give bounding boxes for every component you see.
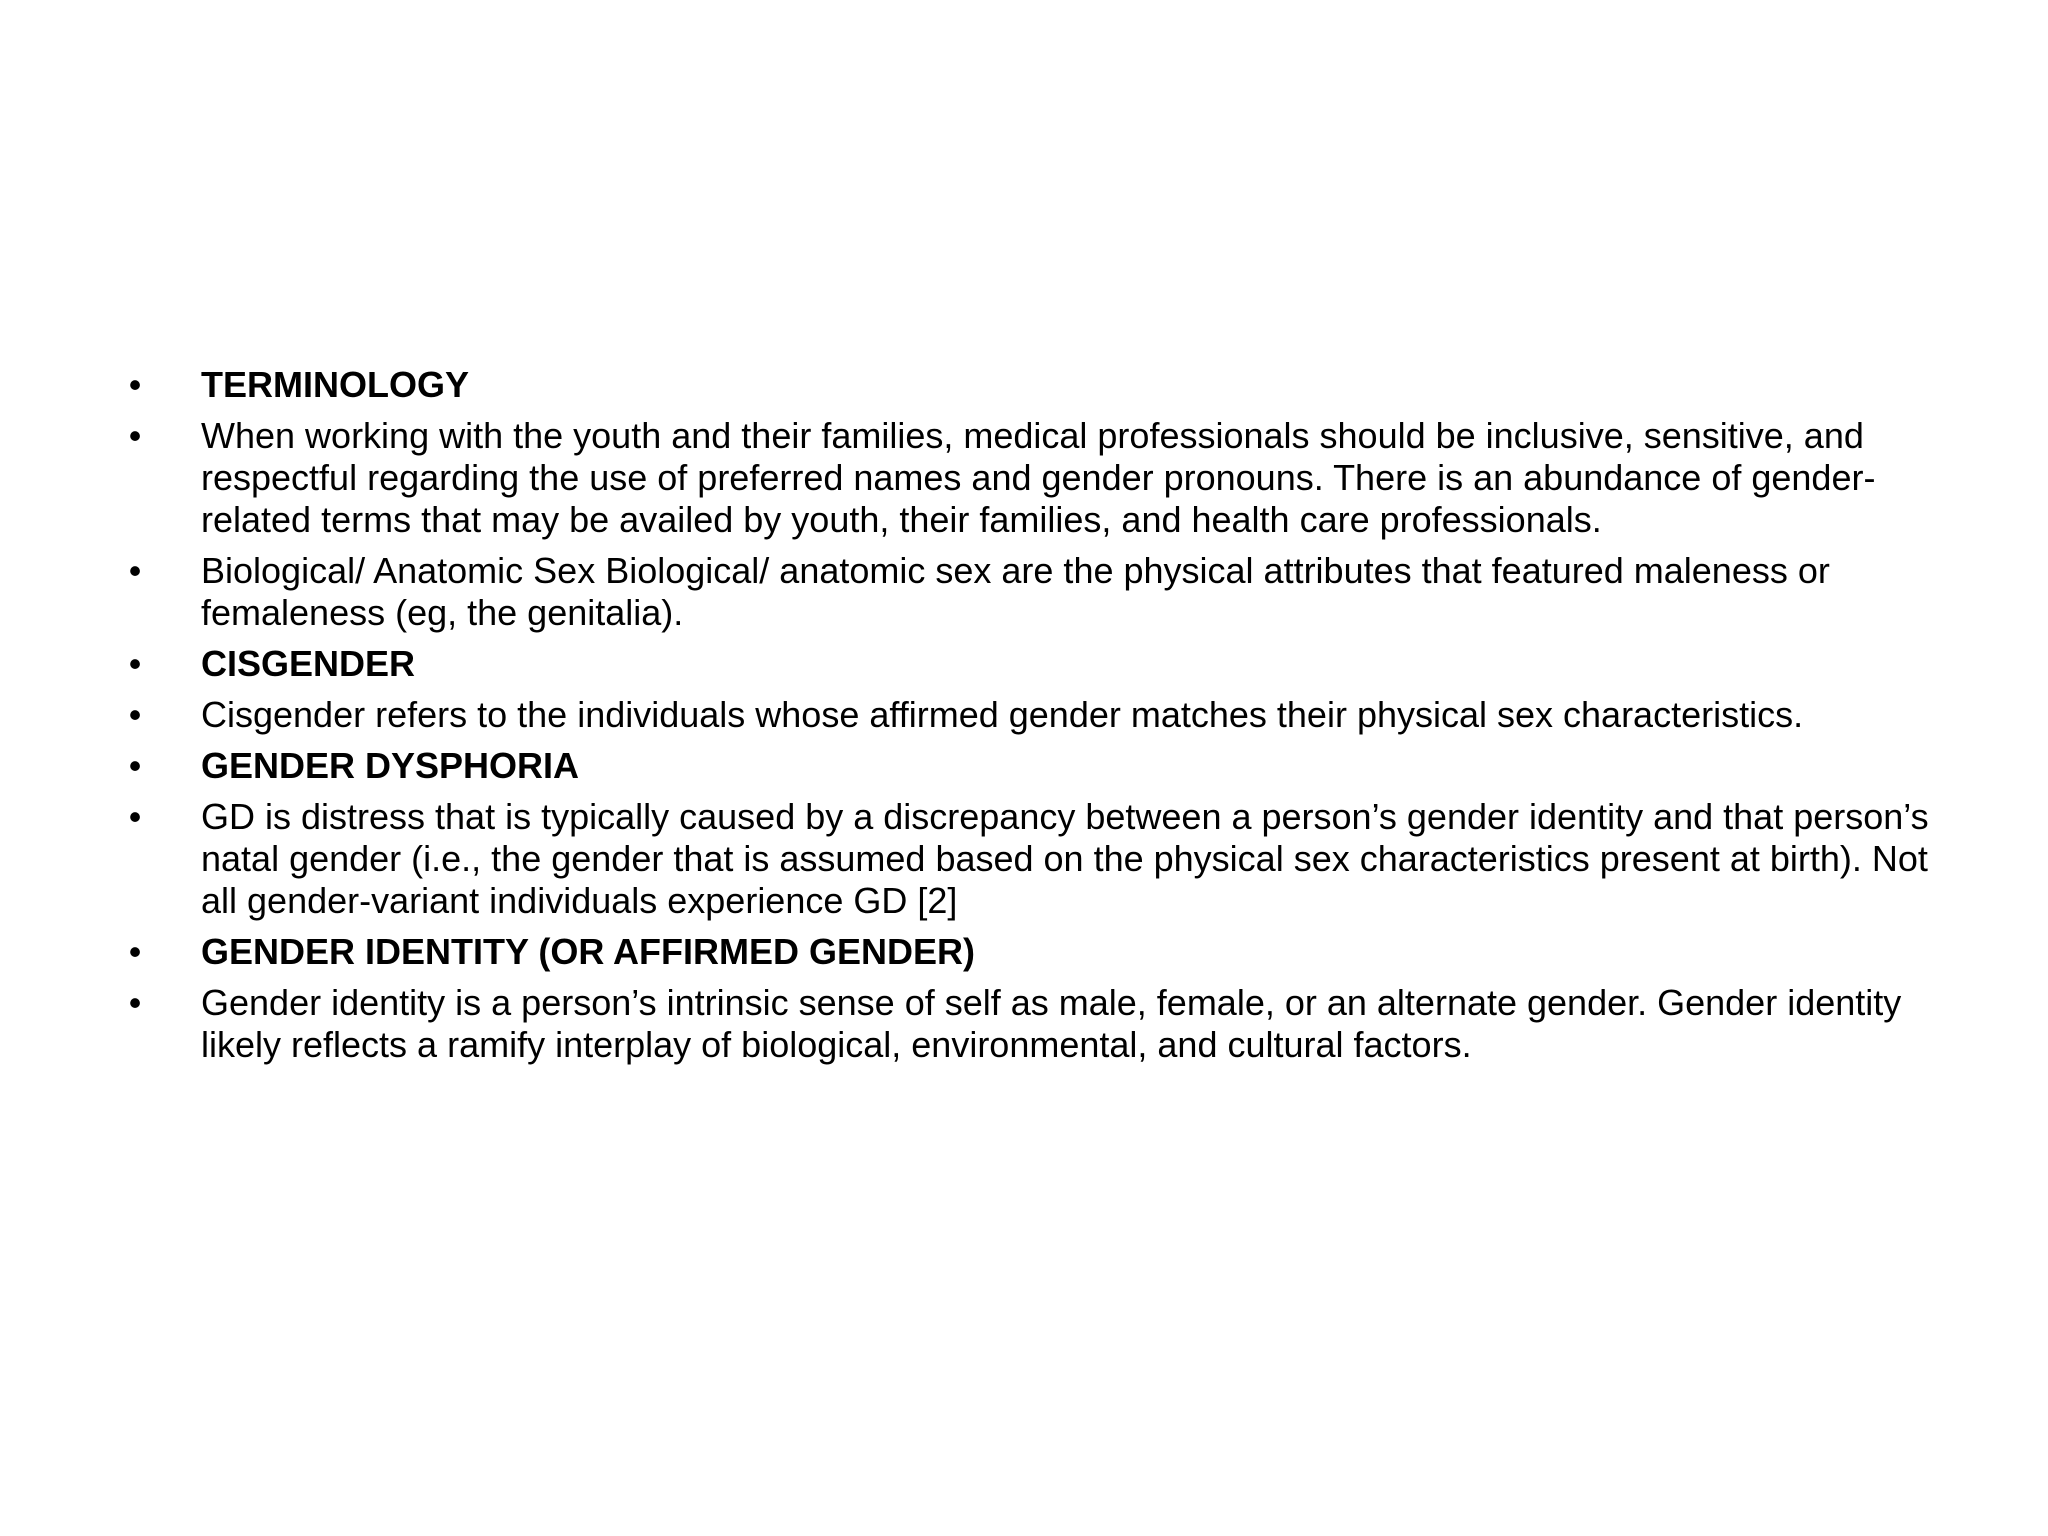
bullet-item-terminology-heading	[120, 364, 1950, 406]
bullet-icon: •	[128, 415, 142, 456]
bullet-text: Cisgender refers to the individuals whose affirmed gender matches their physical sex characteristics.	[201, 694, 1804, 735]
bullet-item-cisgender-heading	[120, 643, 1950, 685]
bullet-icon: •	[128, 796, 142, 837]
bullet-text: Gender identity is a person’s intrinsic sense of self as male, female, or an alternate gender. Gender identity likely reflects a ramify interplay of biological, environmental, and cultural factors.	[201, 982, 1902, 1065]
bullet-item-cisgender-definition	[120, 694, 1950, 736]
bullet-item-gender-dysphoria-definition	[120, 796, 1950, 922]
bullet-item-gender-identity-heading	[120, 931, 1950, 973]
bullet-text: GENDER IDENTITY (OR AFFIRMED GENDER)	[201, 931, 976, 972]
bullet-icon: •	[128, 931, 142, 972]
bullet-icon: •	[128, 745, 142, 786]
bullet-icon: •	[128, 694, 142, 735]
bullet-text: Biological/ Anatomic Sex Biological/ anatomic sex are the physical attributes that featured maleness or femaleness (eg, the genitalia).	[201, 550, 1830, 633]
bullet-item-gender-dysphoria-heading	[120, 745, 1950, 787]
bullet-item-terminology-intro	[120, 415, 1950, 541]
bullet-text: TERMINOLOGY	[201, 364, 469, 405]
bullet-icon: •	[128, 550, 142, 591]
bullet-list	[120, 364, 1950, 1075]
bullet-text: CISGENDER	[201, 643, 416, 684]
bullet-icon: •	[128, 364, 142, 405]
bullet-text: GD is distress that is typically caused by a discrepancy between a person’s gender identity and that person’s natal gender (i.e., the gender that is assumed based on the physical sex characteristics present at birth). Not all gender-variant individuals experience GD [2]	[201, 796, 1929, 921]
bullet-icon: •	[128, 643, 142, 684]
bullet-item-gender-identity-definition	[120, 982, 1950, 1066]
bullet-text: GENDER DYSPHORIA	[201, 745, 580, 786]
bullet-text: When working with the youth and their families, medical professionals should be inclusive, sensitive, and respectful regarding the use of preferred names and gender pronouns. There is an abundance of gender-related terms that may be availed by youth, their families, and health care professionals.	[201, 415, 1876, 540]
bullet-icon: •	[128, 982, 142, 1023]
bullet-item-biological-sex	[120, 550, 1950, 634]
